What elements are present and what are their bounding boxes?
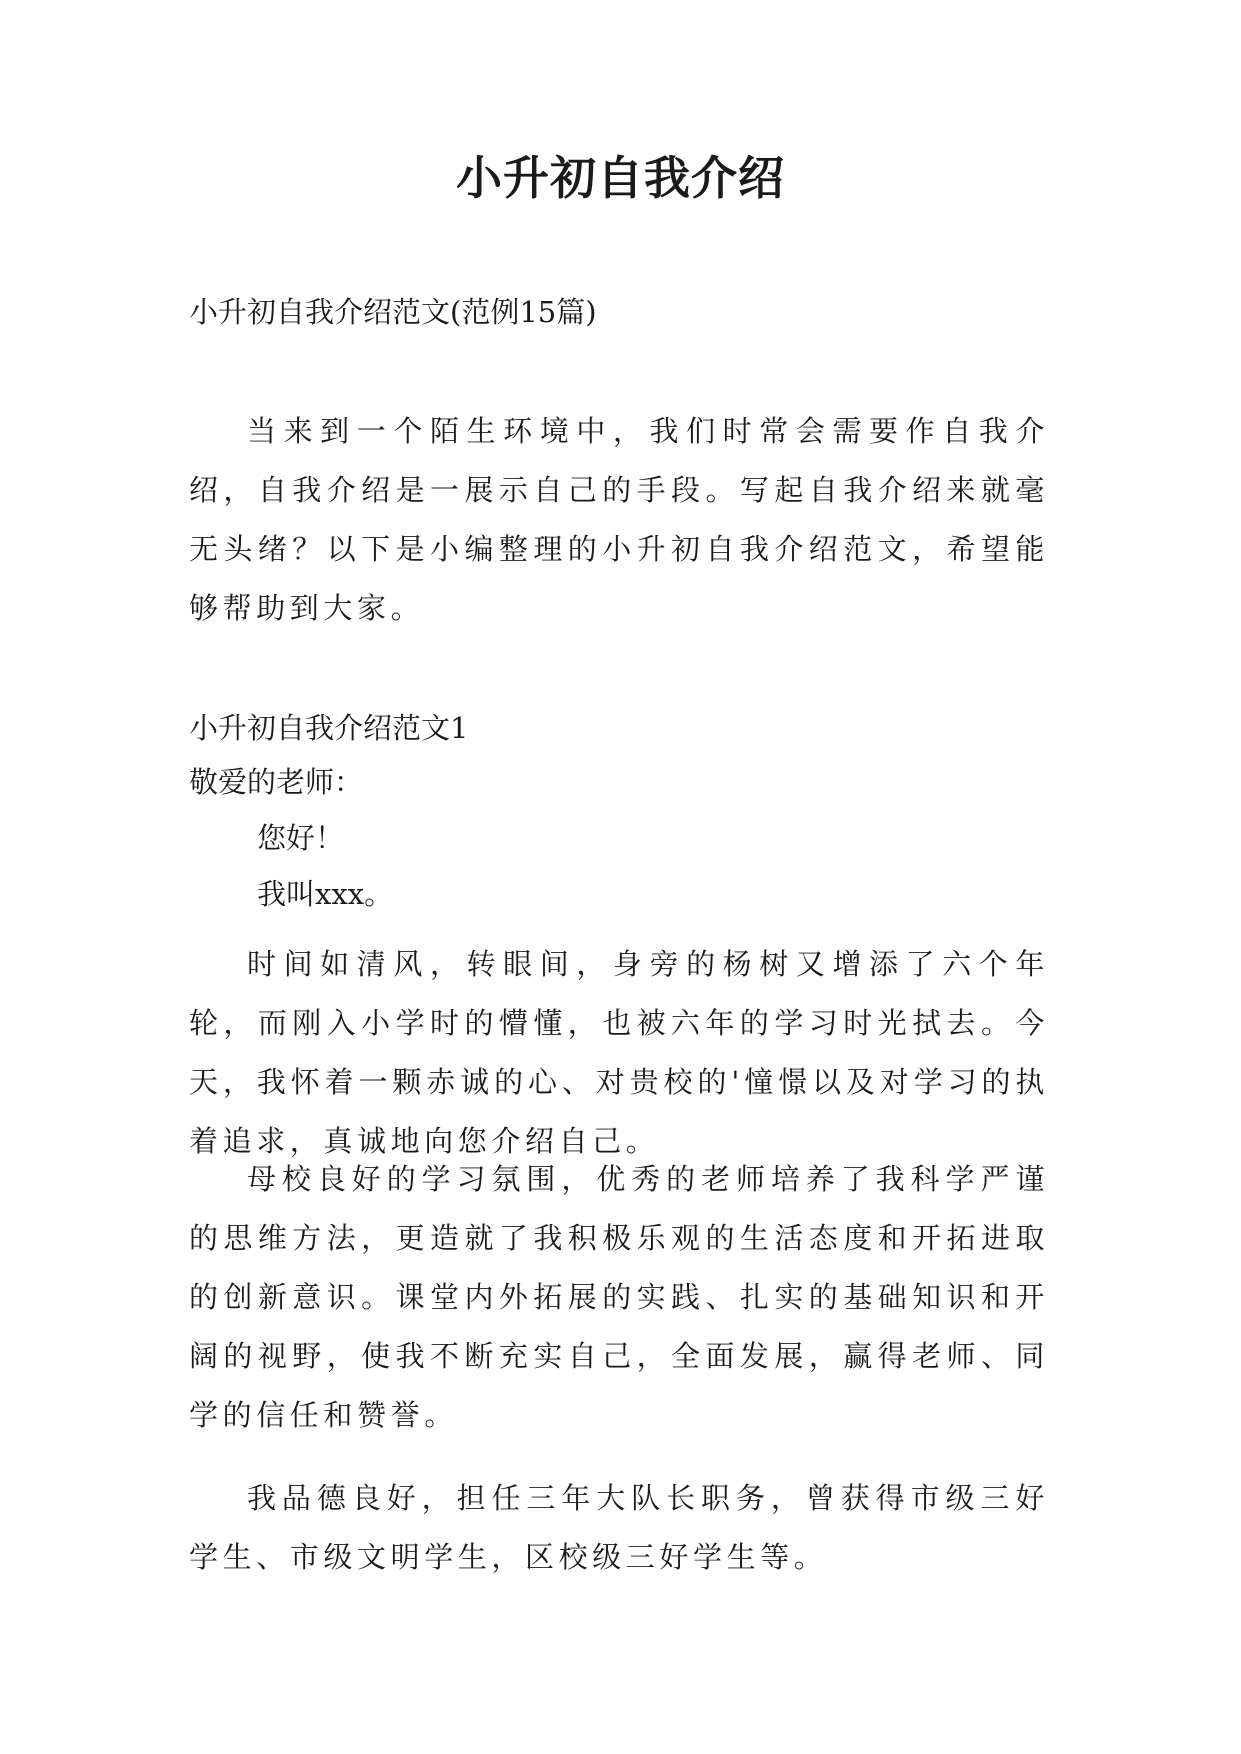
salutation: 敬爱的老师：	[189, 765, 364, 799]
body-paragraph: 母校良好的学习氛围，优秀的老师培养了我科学严谨的思维方法，更造就了我积极乐观的生活态度和开拓进取的创新意识。课堂内外拓展的实践、扎实的基础知识和开阔的视野，使我不断充实自己，全面发展，赢得老师、同学的信任和赞誉。	[189, 1162, 1049, 1432]
body-paragraph: 我品德良好，担任三年大队长职务，曾获得市级三好学生、市级文明学生，区校级三好学生等。	[189, 1481, 1049, 1574]
section-heading: 小升初自我介绍范文1	[189, 711, 469, 745]
name-line: 我叫xxx。	[257, 877, 394, 911]
greeting: 您好！	[257, 821, 345, 855]
intro-paragraph: 当来到一个陌生环境中，我们时常会需要作自我介绍，自我介绍是一展示自己的手段。写起自我介绍来就毫无头绪？以下是小编整理的小升初自我介绍范文，希望能够帮助到大家。	[189, 414, 1049, 625]
document-title: 小升初自我介绍	[456, 151, 785, 205]
body-paragraph: 时间如清风，转眼间，身旁的杨树又增添了六个年轮，而刚入小学时的懵懂，也被六年的学习时光拭去。今天，我怀着一颗赤诚的心、对贵校的'憧憬以及对学习的执着追求，真诚地向您介绍自己。	[189, 947, 1049, 1158]
document-subtitle: 小升初自我介绍范文(范例15篇)	[189, 295, 597, 329]
